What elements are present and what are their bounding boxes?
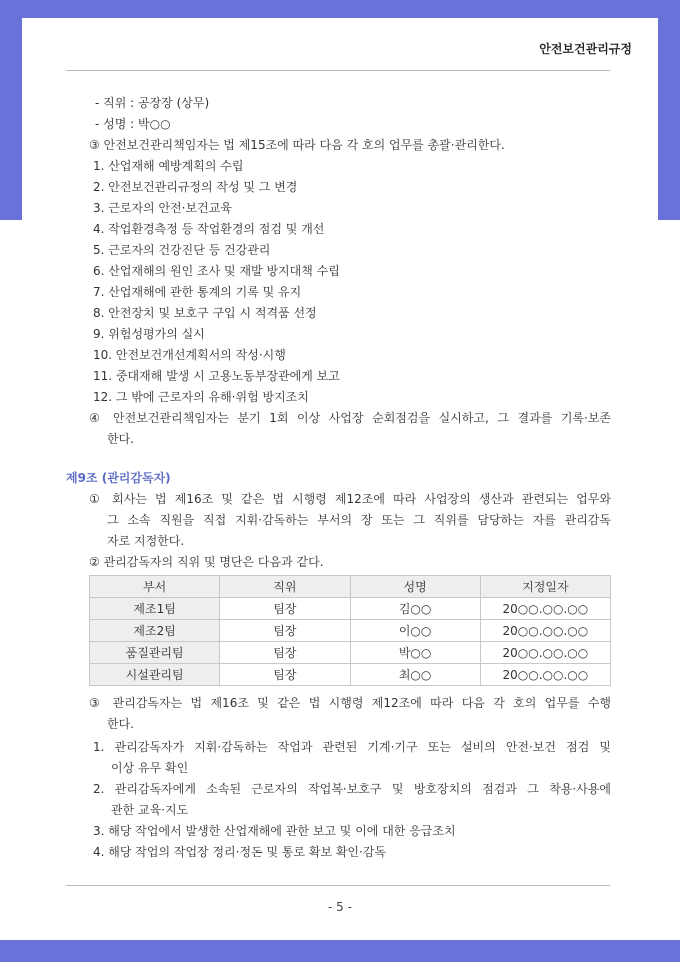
header-rule xyxy=(66,70,610,71)
list-item: 2. 관리감독자에게 소속된 근로자의 작업복·보호구 및 방호장치의 점검과 그 착용·사용에 xyxy=(93,782,611,796)
background-band-bottom xyxy=(0,940,680,962)
list-item: 2. 안전보건관리규정의 작성 및 그 변경 xyxy=(93,180,298,194)
paragraph-3: ③ 안전보건관리책임자는 법 제15조에 따라 다음 각 호의 업무를 총괄·관리한다. xyxy=(89,138,505,152)
table-row xyxy=(90,620,611,642)
list-item: 10. 안전보건개선계획서의 작성·시행 xyxy=(93,348,286,362)
cell-date: 20○○.○○.○○ xyxy=(480,642,610,664)
paragraph-4: ④ 안전보건관리책임자는 분기 1회 이상 사업장 순회점검을 실시하고, 그 결과를 기록·보존 xyxy=(89,411,611,425)
list-item: 4. 작업환경측정 등 작업환경의 점검 및 개선 xyxy=(93,222,325,236)
cell-dept: 제조2팀 xyxy=(90,620,220,642)
article9-paragraph-1-cont: 그 소속 직원을 직접 지휘·감독하는 부서의 장 또는 그 직위를 담당하는 자를 관리감독 xyxy=(107,513,611,527)
list-item: 12. 그 밖에 근로자의 유해·위험 방지조치 xyxy=(93,390,309,404)
list-item: 1. 관리감독자가 지휘·감독하는 작업과 관련된 기계·기구 또는 설비의 안전·보건 점검 및 xyxy=(93,740,611,754)
list-item: 3. 근로자의 안전·보건교육 xyxy=(93,201,232,215)
cell-position: 팀장 xyxy=(220,598,350,620)
cell-dept: 품질관리팀 xyxy=(90,642,220,664)
article9-paragraph-3-cont: 한다. xyxy=(107,717,134,731)
list-item: 6. 산업재해의 원인 조사 및 재발 방지대책 수립 xyxy=(93,264,340,278)
document-title: 안전보건관리규정 xyxy=(539,42,632,56)
list-item: 3. 해당 작업에서 발생한 산업재해에 관한 보고 및 이에 대한 응급조치 xyxy=(93,824,456,838)
footer-rule xyxy=(66,885,610,886)
cell-date: 20○○.○○.○○ xyxy=(480,664,610,686)
list-item: 4. 해당 작업의 작업장 정리·정돈 및 통로 확보 확인·감독 xyxy=(93,845,387,859)
table-row xyxy=(90,598,611,620)
col-header-dept: 부서 xyxy=(90,576,220,598)
cell-dept: 제조1팀 xyxy=(90,598,220,620)
cell-date: 20○○.○○.○○ xyxy=(480,620,610,642)
list-item: 5. 근로자의 건강진단 등 건강관리 xyxy=(93,243,271,257)
paragraph-4-cont: 한다. xyxy=(107,432,134,446)
cell-date: 20○○.○○.○○ xyxy=(480,598,610,620)
manager-table xyxy=(89,575,611,686)
cell-name: 이○○ xyxy=(350,620,480,642)
table-header-row xyxy=(90,576,611,598)
col-header-position: 직위 xyxy=(220,576,350,598)
list-item: 8. 안전장치 및 보호구 구입 시 적격품 선정 xyxy=(93,306,317,320)
article9-paragraph-1-end: 자로 지정한다. xyxy=(107,534,185,548)
name-line: - 성명 : 박○○ xyxy=(95,117,171,131)
list-item-cont: 관한 교육·지도 xyxy=(111,803,189,817)
cell-dept: 시설관리팀 xyxy=(90,664,220,686)
cell-name: 박○○ xyxy=(350,642,480,664)
page-number: - 5 - xyxy=(328,900,352,914)
list-item: 9. 위험성평가의 실시 xyxy=(93,327,205,341)
article9-paragraph-1: ① 회사는 법 제16조 및 같은 법 시행령 제12조에 따라 사업장의 생산과 관련되는 업무와 xyxy=(89,492,611,506)
position-line: - 직위 : 공장장 (상무) xyxy=(95,96,210,110)
cell-name: 김○○ xyxy=(350,598,480,620)
cell-position: 팀장 xyxy=(220,620,350,642)
list-item: 7. 산업재해에 관한 통계의 기록 및 유지 xyxy=(93,285,302,299)
table-row xyxy=(90,664,611,686)
list-item: 11. 중대재해 발생 시 고용노동부장관에게 보고 xyxy=(93,369,340,383)
col-header-name: 성명 xyxy=(350,576,480,598)
list-item: 1. 산업재해 예방계획의 수립 xyxy=(93,159,244,173)
list-item-cont: 이상 유무 확인 xyxy=(111,761,189,775)
article9-paragraph-2: ② 관리감독자의 직위 및 명단은 다음과 같다. xyxy=(89,555,324,569)
cell-position: 팀장 xyxy=(220,664,350,686)
cell-position: 팀장 xyxy=(220,642,350,664)
table-row xyxy=(90,642,611,664)
col-header-date: 지정일자 xyxy=(480,576,610,598)
article-heading: 제9조 (관리감독자) xyxy=(66,471,171,485)
article9-paragraph-3: ③ 관리감독자는 법 제16조 및 같은 법 시행령 제12조에 따라 다음 각 호의 업무를 수행 xyxy=(89,696,611,710)
cell-name: 최○○ xyxy=(350,664,480,686)
